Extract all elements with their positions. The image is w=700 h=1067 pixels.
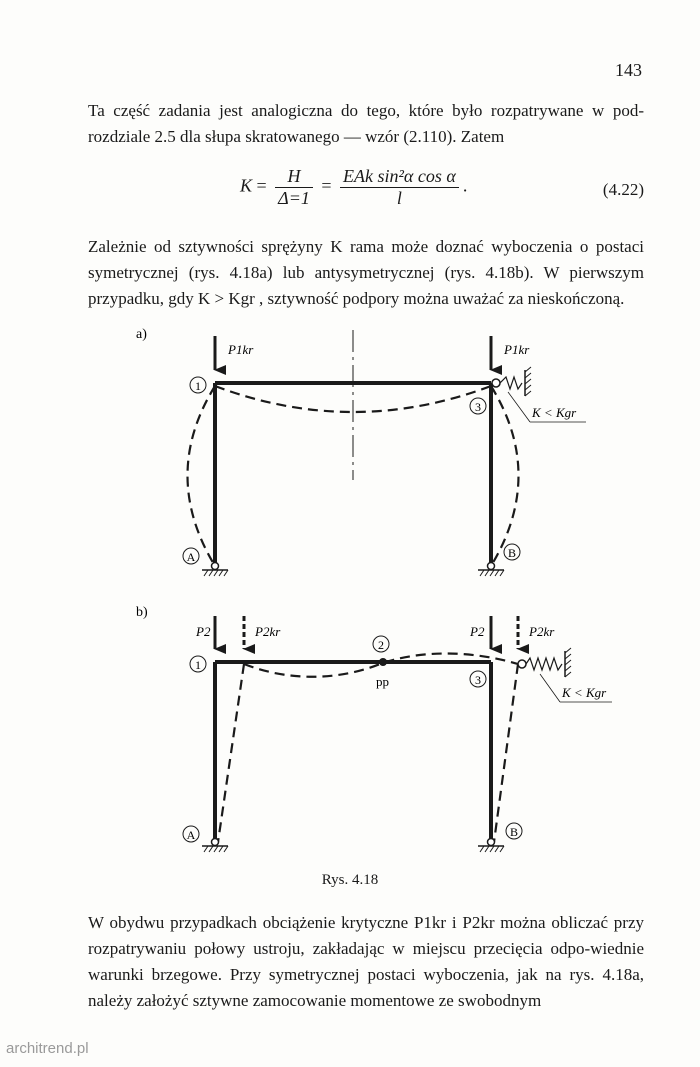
node-label-2-b: 2 — [378, 638, 384, 652]
eq-frac2-den: l — [396, 188, 402, 208]
equation-4-22: K = $\frac{H}{\Delta=1}$ = $\frac{\text{EAk sin²α cos α}}{l}$ . — [240, 166, 468, 208]
hinge-node-b — [379, 658, 387, 666]
eq-fraction-2 — [340, 166, 459, 209]
spring-wall-hatch-a — [525, 367, 531, 396]
support-label-A-b: A — [186, 828, 196, 842]
support-hatch-A-b — [204, 846, 228, 852]
node-label-3-a: 3 — [475, 400, 481, 414]
figure-caption: Rys. 4.18 — [321, 872, 379, 888]
figure-4-18 — [0, 320, 700, 860]
buckled-column-left-b — [218, 664, 244, 842]
roller-node-b — [518, 660, 526, 668]
support-pin-A-a — [212, 563, 219, 570]
support-label-B-a: B — [507, 546, 517, 560]
panel-b-label: b) — [136, 605, 148, 620]
node-label-1-b: 1 — [195, 658, 201, 672]
buckled-column-right-b — [494, 664, 518, 842]
load-label-P2kr-left-b: P2kr — [255, 624, 281, 639]
paragraph-buckling: Zależnie od sztywności sprężyny K rama może doznać wyboczenia o postaci symetrycznej (rys. 4.18a) lub antysymetrycznej (rys. 4.18b). W pierwszym przypadku, gdy K > Kgr , sztywność podpory można uważać za nieskończoną. — [88, 237, 644, 308]
load-label-P2-left-b: P2 — [196, 624, 211, 639]
eq-lhs: K — [240, 175, 253, 196]
support-pin-B-a — [488, 563, 495, 570]
page-number: 143 — [615, 60, 642, 80]
support-hatch-A-a — [204, 570, 228, 576]
eq-frac2-num: EAk sin²α cos α — [340, 166, 459, 188]
spring-a — [500, 377, 522, 389]
watermark: architrend.pl — [6, 1040, 89, 1057]
eq-frac1-den: Δ=1 — [278, 188, 310, 208]
spring-leader-a — [508, 392, 530, 422]
node-label-3-b: 3 — [475, 673, 481, 687]
eq-frac1-num: H — [275, 166, 313, 188]
support-hatch-B-a — [480, 570, 504, 576]
support-pin-B-b — [488, 839, 495, 846]
spring-note-a: K < Kgr — [532, 405, 577, 420]
hinge-label-b: pp — [376, 674, 389, 689]
node-label-1-a: 1 — [195, 379, 201, 393]
load-label-right-a: P1kr — [504, 342, 530, 357]
eq-fraction-1 — [275, 166, 313, 209]
buckled-column-left-a — [188, 386, 216, 566]
paragraph-intro: Ta część zadania jest analogiczna do tego, które było rozpatrywane w pod-rozdziale 2.5 dla słupa skratowanego — wzór (2.110). Zatem — [88, 101, 644, 146]
load-label-left-a: P1kr — [228, 342, 254, 357]
load-label-P2kr-right-b: P2kr — [529, 624, 555, 639]
support-label-A-a: A — [186, 550, 196, 564]
spring-note-b: K < Kgr — [562, 685, 607, 700]
spring-b — [526, 658, 562, 670]
support-label-B-b: B — [509, 825, 519, 839]
support-pin-A-b — [212, 839, 219, 846]
paragraph-critical-load: W obydwu przypadkach obciążenie krytyczne P1kr i P2kr można obliczać przy rozpatrywaniu połowy ustroju, zakładając w miejscu przecięcia odpo-wiednie warunki brzegowe. Przy symetrycznej postaci wyboczenia, jak na rys. 4.18a, należy założyć sztywne zamocowanie momentowe ze swobodnym — [88, 913, 644, 1010]
roller-node-a — [492, 379, 500, 387]
equation-number: (4.22) — [602, 180, 644, 199]
spring-leader-b — [540, 674, 560, 702]
panel-a-label: a) — [136, 327, 147, 342]
load-label-P2-right-b: P2 — [470, 624, 485, 639]
spring-wall-hatch-b — [565, 648, 571, 677]
support-hatch-B-b — [480, 846, 504, 852]
buckled-column-right-a — [491, 386, 519, 566]
